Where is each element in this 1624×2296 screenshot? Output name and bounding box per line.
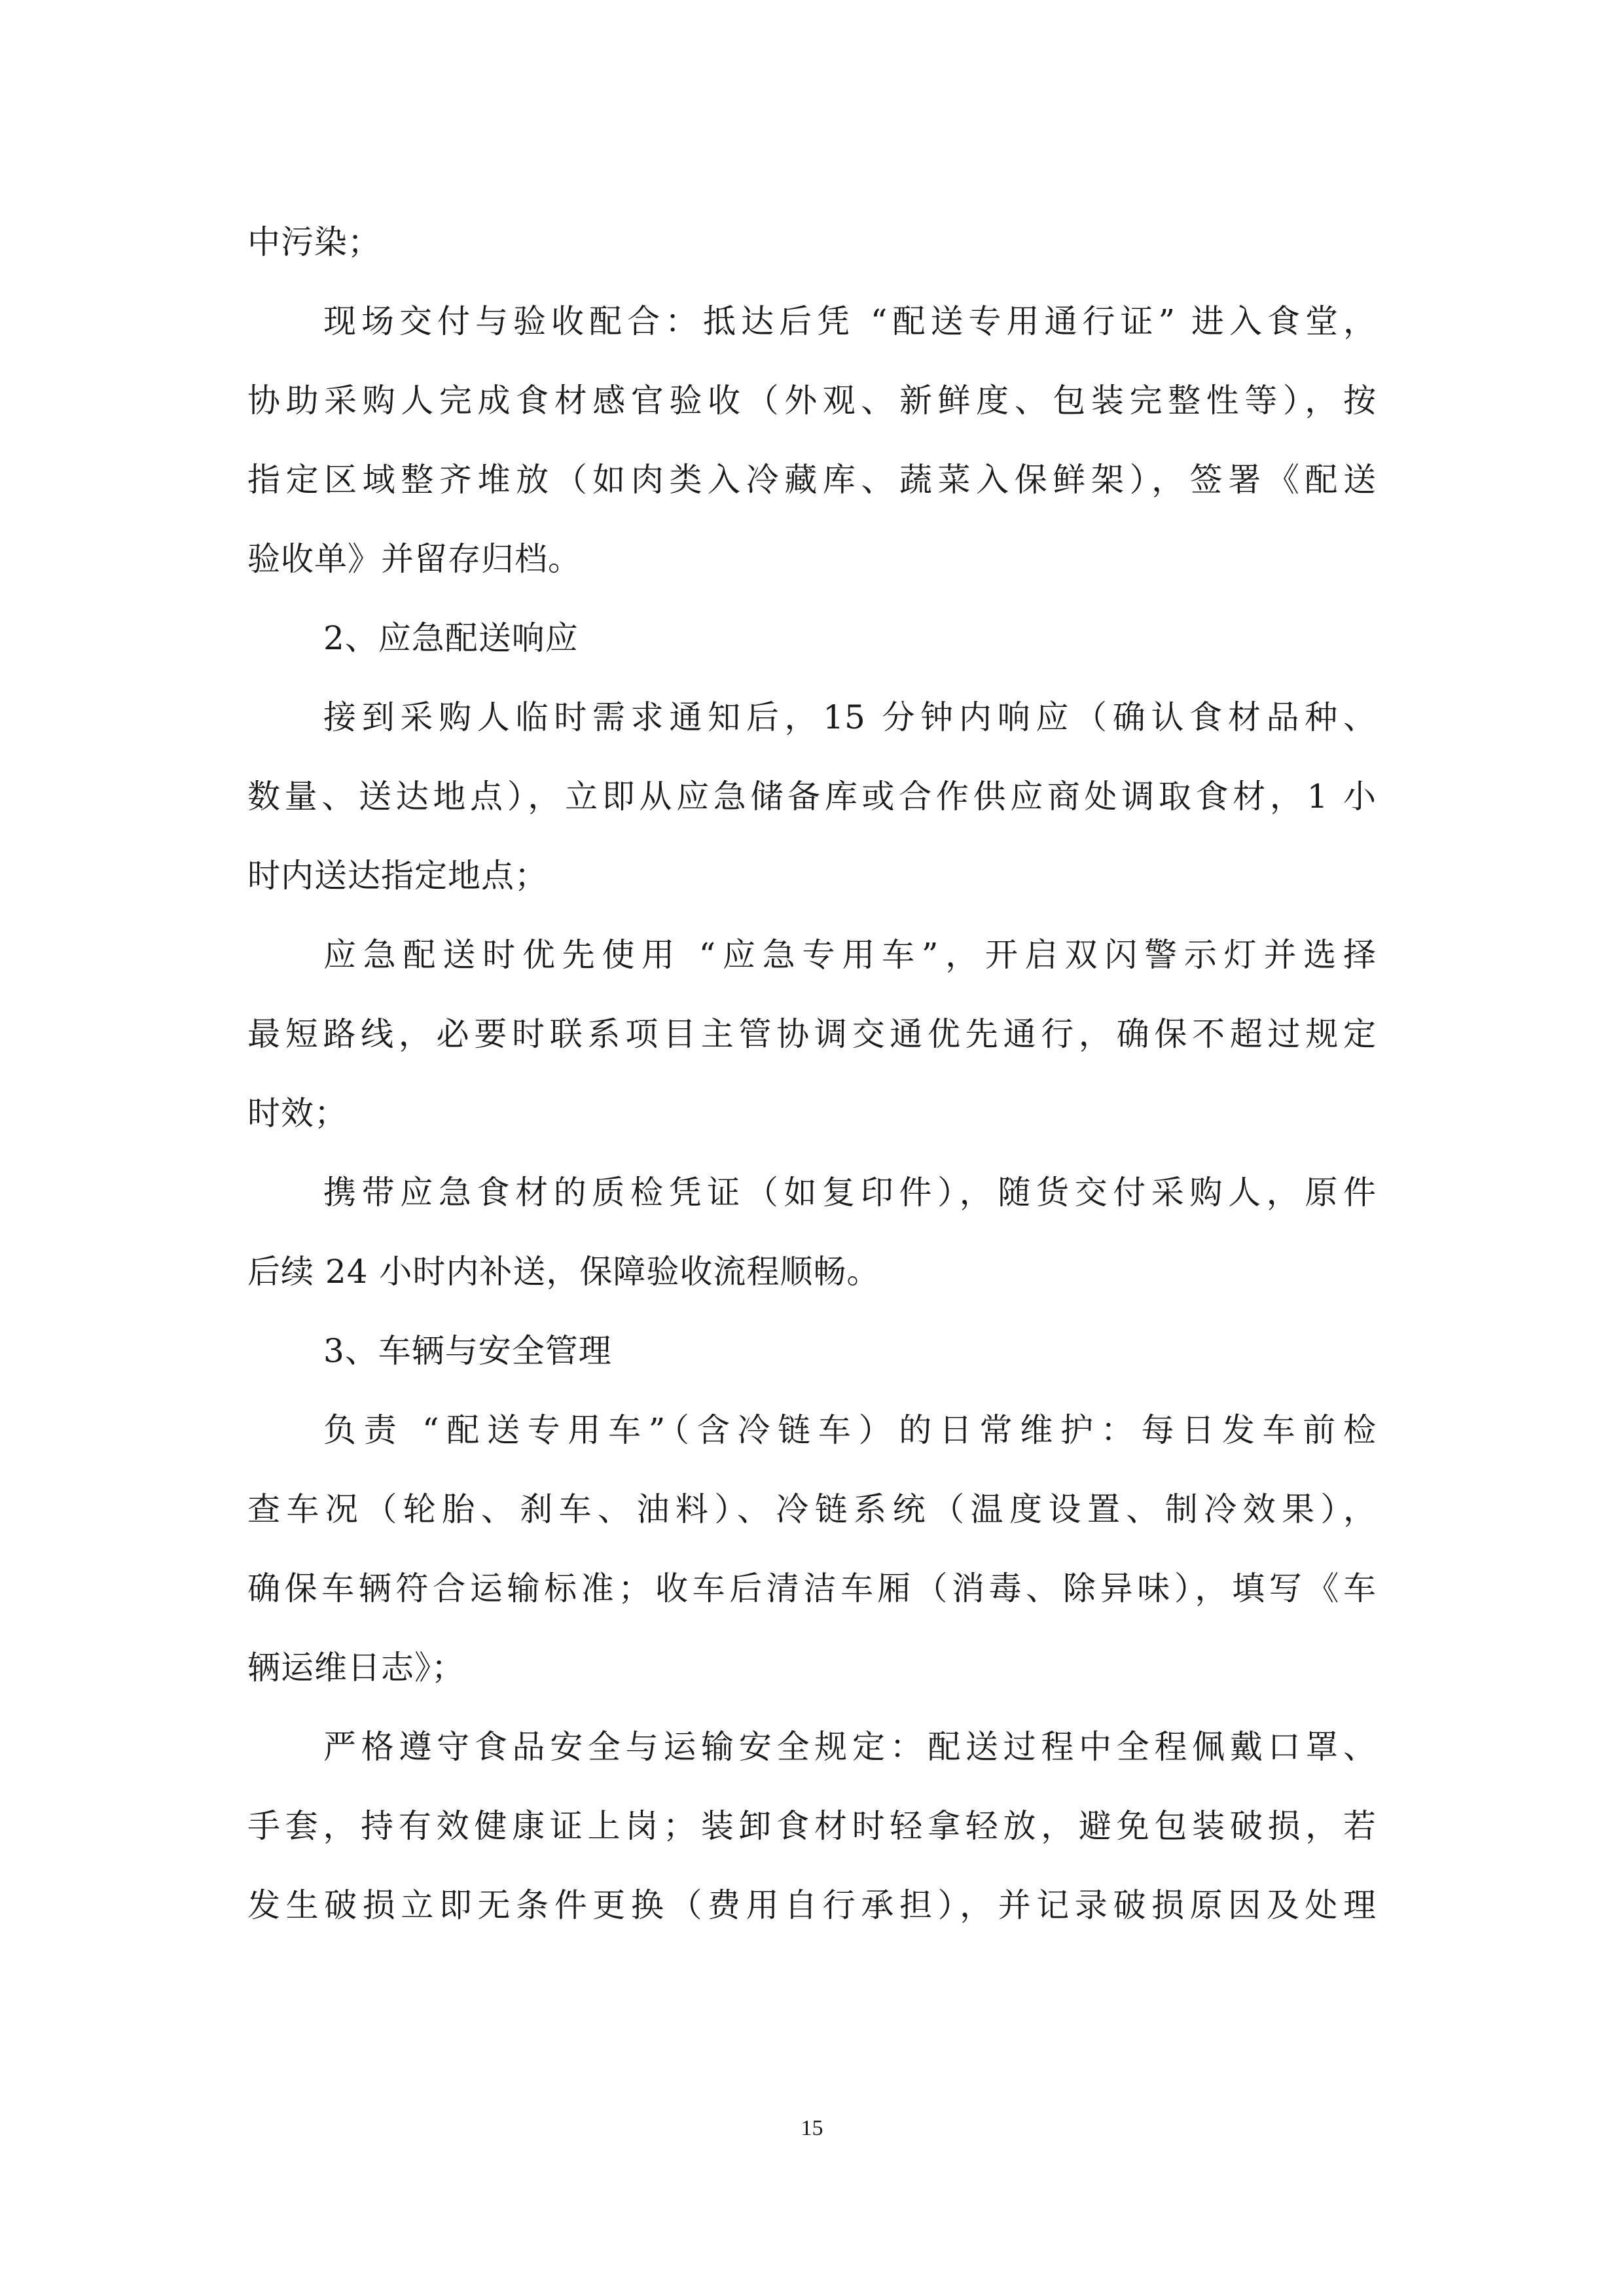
text-line-5: 验收单》并留存归档。	[247, 540, 581, 578]
text-line-18: 确保车辆符合运输标准；收车后清洁车厢（消毒、除异味），填写《车	[247, 1570, 1377, 1607]
text-line-16: 负责 “配送专用车”（含冷链车）的日常维护：每日发车前检	[323, 1411, 1377, 1449]
text-line-1: 中污染；	[247, 223, 381, 261]
text-line-9: 时内送达指定地点；	[247, 857, 548, 895]
text-line-4: 指定区域整齐堆放（如肉类入冷藏库、蔬菜入保鲜架），签署《配送	[247, 461, 1377, 499]
text-line-10: 应急配送时优先使用 “应急专用车”，开启双闪警示灯并选择	[323, 936, 1377, 974]
section-heading-emergency-delivery: 2、应急配送响应	[323, 619, 579, 657]
text-line-19: 辆运维日志》；	[247, 1649, 465, 1687]
text-line-21: 手套，持有效健康证上岗；装卸食材时轻拿轻放，避免包装破损，若	[247, 1807, 1377, 1845]
page-number: 15	[801, 2116, 823, 2140]
text-line-2: 现场交付与验收配合：抵达后凭 “配送专用通行证” 进入食堂，	[323, 302, 1377, 340]
document-body	[247, 203, 1377, 1945]
text-line-3: 协助采购人完成食材感官验收（外观、新鲜度、包装完整性等），按	[247, 382, 1377, 420]
text-line-20: 严格遵守食品安全与运输安全规定：配送过程中全程佩戴口罩、	[323, 1728, 1377, 1766]
text-line-8: 数量、送达地点），立即从应急储备库或合作供应商处调取食材，1 小	[247, 778, 1377, 816]
section-heading-vehicle-safety: 3、车辆与安全管理	[323, 1332, 612, 1370]
text-line-14: 后续 24 小时内补送，保障验收流程顺畅。	[247, 1253, 880, 1291]
text-line-11: 最短路线，必要时联系项目主管协调交通优先通行，确保不超过规定	[247, 1015, 1377, 1053]
text-line-12: 时效；	[247, 1094, 348, 1132]
text-line-22: 发生破损立即无条件更换（费用自行承担），并记录破损原因及处理	[247, 1886, 1377, 1924]
text-line-13: 携带应急食材的质检凭证（如复印件），随货交付采购人，原件	[323, 1174, 1377, 1211]
text-line-7: 接到采购人临时需求通知后，15 分钟内响应（确认食材品种、	[323, 698, 1377, 736]
text-line-17: 查车况（轮胎、刹车、油料）、冷链系统（温度设置、制冷效果），	[247, 1490, 1377, 1528]
